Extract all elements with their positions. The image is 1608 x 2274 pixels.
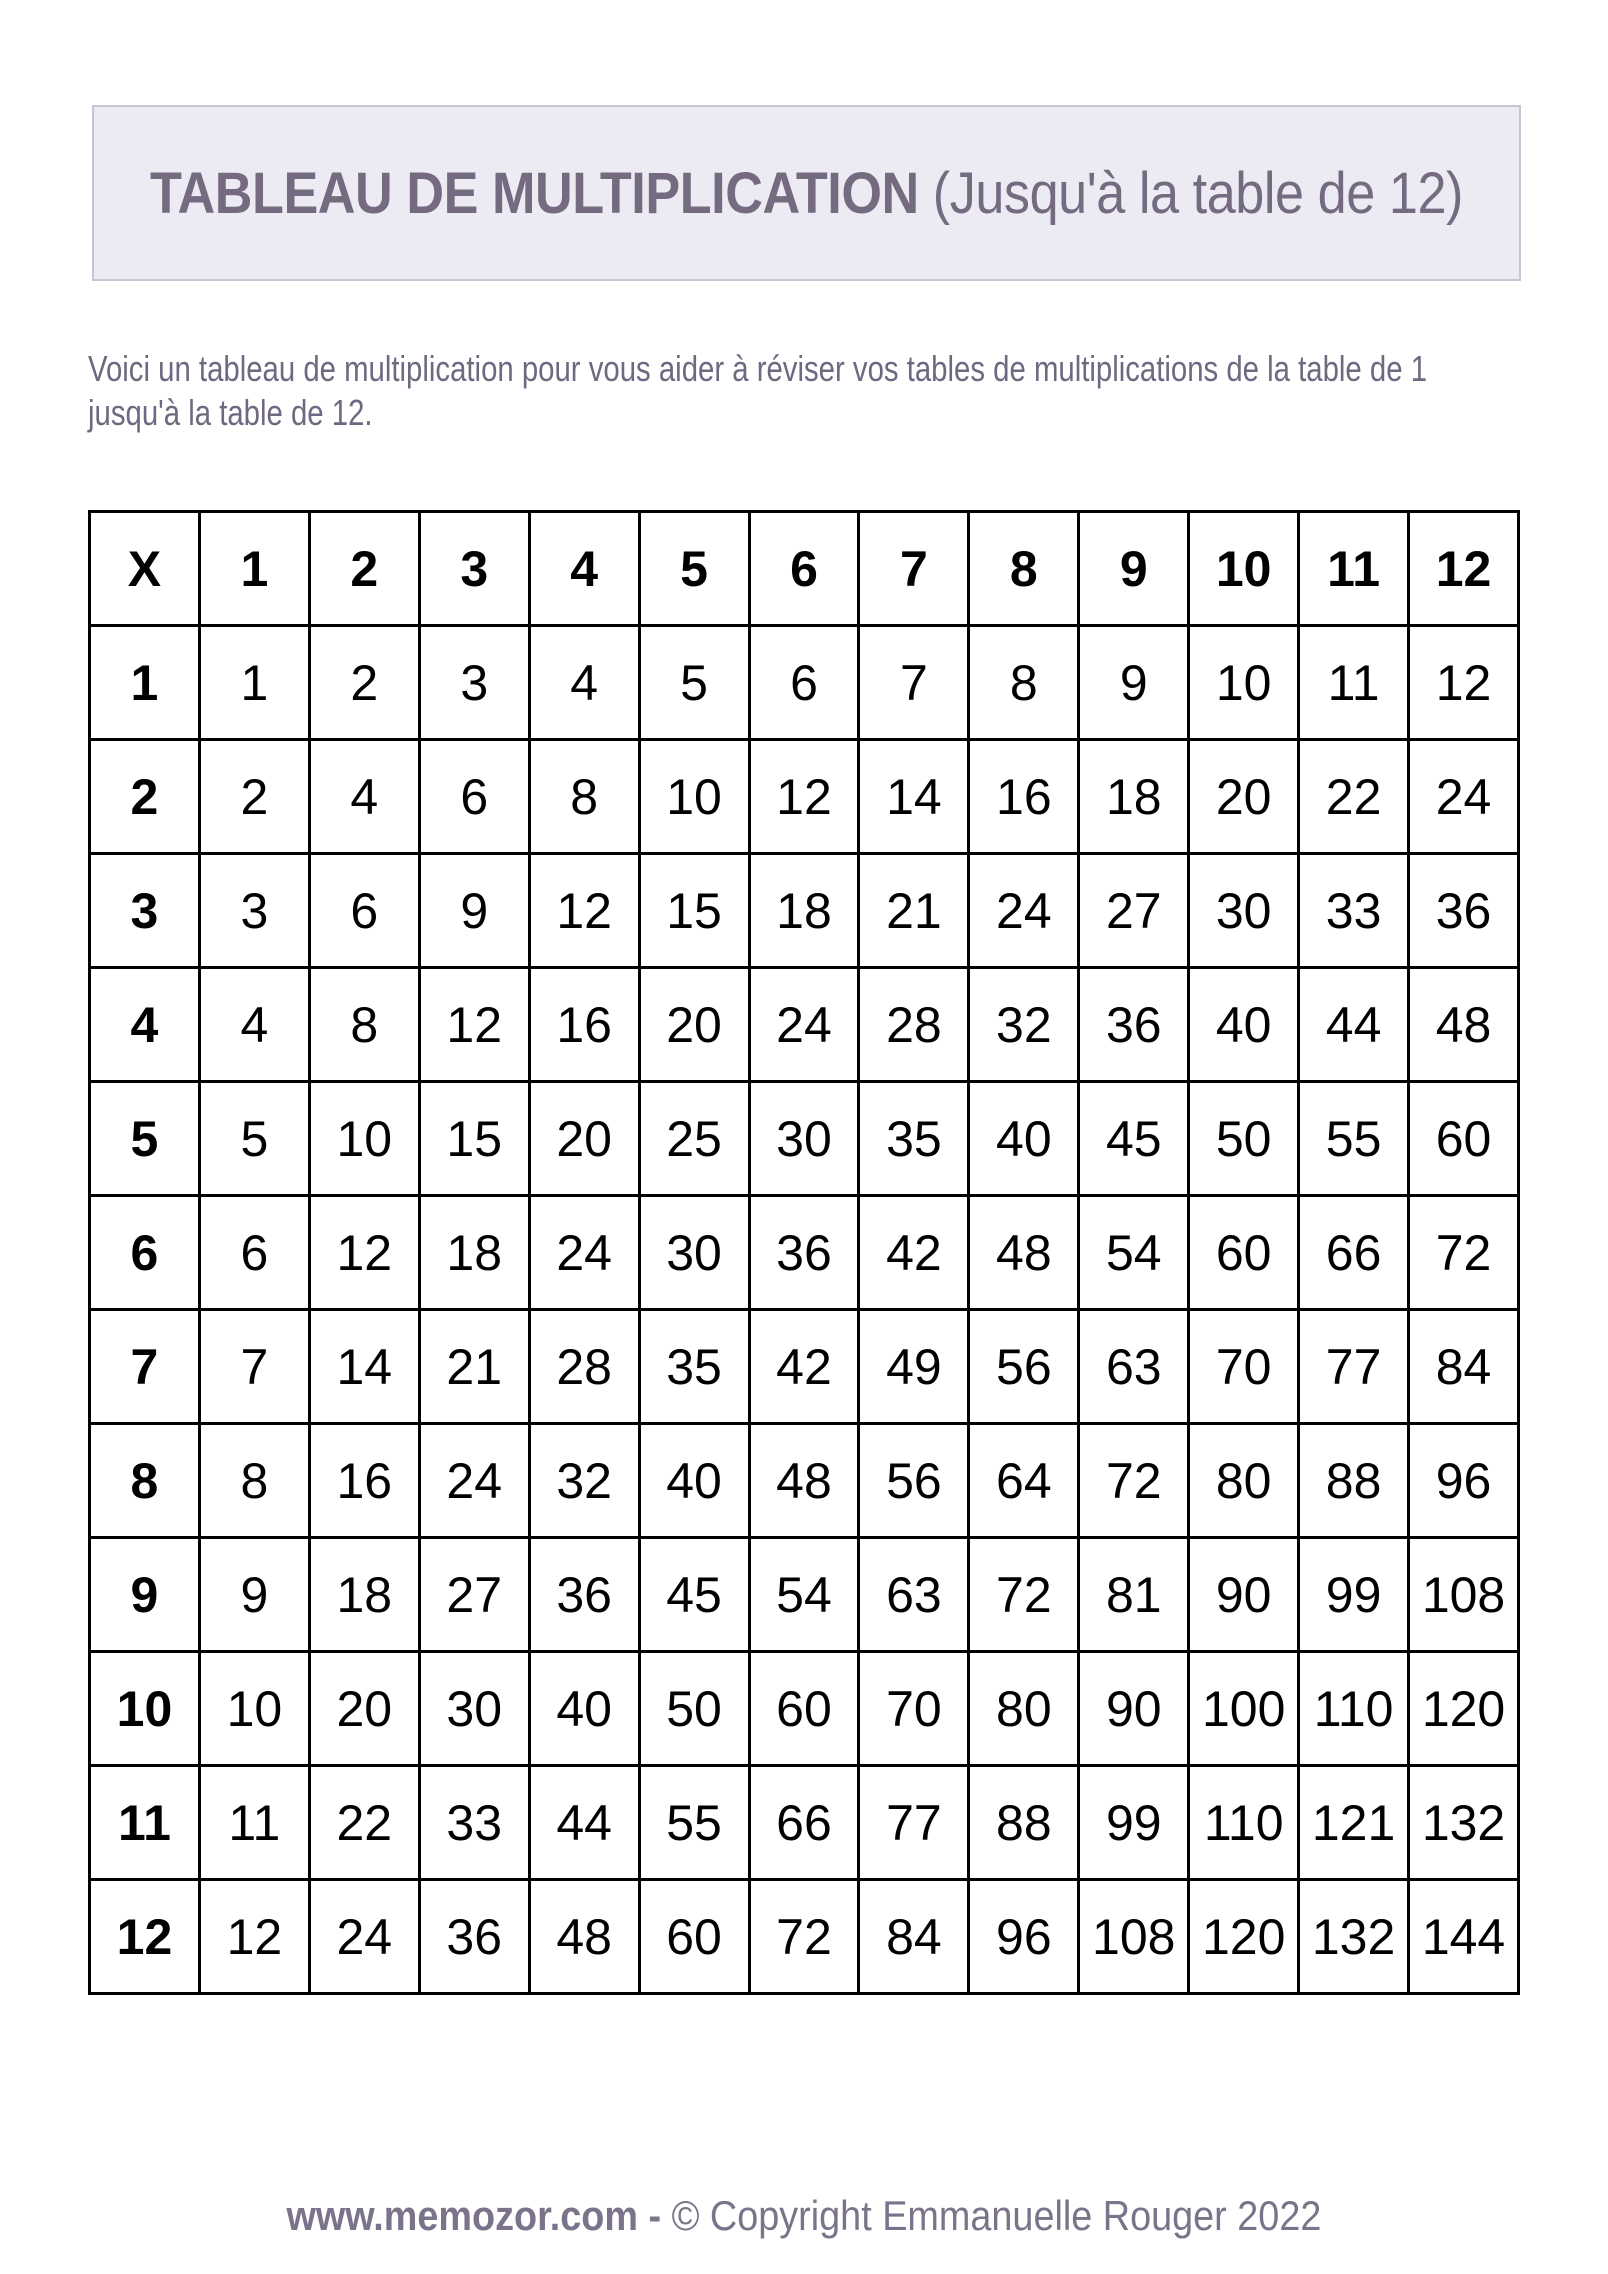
product-cell: 60 xyxy=(639,1880,749,1994)
product-cell: 12 xyxy=(309,1196,419,1310)
column-header: 7 xyxy=(859,512,969,626)
product-cell: 49 xyxy=(859,1310,969,1424)
column-header: 11 xyxy=(1299,512,1409,626)
product-cell: 99 xyxy=(1299,1538,1409,1652)
product-cell: 33 xyxy=(419,1766,529,1880)
product-cell: 42 xyxy=(859,1196,969,1310)
product-cell: 70 xyxy=(1189,1310,1299,1424)
product-cell: 16 xyxy=(529,968,639,1082)
product-cell: 5 xyxy=(199,1082,309,1196)
row-header: 8 xyxy=(90,1424,200,1538)
table-row xyxy=(90,1310,1519,1424)
table-row xyxy=(90,1652,1519,1766)
row-header: 2 xyxy=(90,740,200,854)
product-cell: 54 xyxy=(749,1538,859,1652)
product-cell: 132 xyxy=(1409,1766,1519,1880)
product-cell: 24 xyxy=(419,1424,529,1538)
product-cell: 60 xyxy=(1189,1196,1299,1310)
footer-copyright: © Copyright Emmanuelle Rouger 2022 xyxy=(671,2192,1322,2239)
footer-site-url: www.memozor.com xyxy=(286,2192,639,2239)
table-row xyxy=(90,1196,1519,1310)
product-cell: 11 xyxy=(199,1766,309,1880)
product-cell: 9 xyxy=(1079,626,1189,740)
product-cell: 108 xyxy=(1079,1880,1189,1994)
product-cell: 63 xyxy=(859,1538,969,1652)
product-cell: 55 xyxy=(1299,1082,1409,1196)
product-cell: 12 xyxy=(1409,626,1519,740)
row-header: 3 xyxy=(90,854,200,968)
product-cell: 20 xyxy=(1189,740,1299,854)
product-cell: 121 xyxy=(1299,1766,1409,1880)
product-cell: 84 xyxy=(859,1880,969,1994)
row-header: 5 xyxy=(90,1082,200,1196)
product-cell: 21 xyxy=(859,854,969,968)
product-cell: 66 xyxy=(749,1766,859,1880)
product-cell: 6 xyxy=(749,626,859,740)
product-cell: 7 xyxy=(199,1310,309,1424)
product-cell: 11 xyxy=(1299,626,1409,740)
product-cell: 56 xyxy=(859,1424,969,1538)
product-cell: 20 xyxy=(529,1082,639,1196)
product-cell: 21 xyxy=(419,1310,529,1424)
product-cell: 24 xyxy=(309,1880,419,1994)
row-header: 1 xyxy=(90,626,200,740)
product-cell: 40 xyxy=(529,1652,639,1766)
table-row xyxy=(90,740,1519,854)
product-cell: 27 xyxy=(419,1538,529,1652)
product-cell: 30 xyxy=(749,1082,859,1196)
footer-separator: - xyxy=(638,2192,672,2239)
intro-paragraph: Voici un tableau de multiplication pour vous aider à réviser vos tables de multiplications de la table de 1 jusqu'à la table de 12. xyxy=(88,348,1428,433)
product-cell: 70 xyxy=(859,1652,969,1766)
footer-text xyxy=(287,2192,1322,2240)
product-cell: 44 xyxy=(529,1766,639,1880)
product-cell: 80 xyxy=(969,1652,1079,1766)
product-cell: 12 xyxy=(199,1880,309,1994)
product-cell: 6 xyxy=(199,1196,309,1310)
page-title xyxy=(150,160,1463,227)
product-cell: 40 xyxy=(639,1424,749,1538)
product-cell: 27 xyxy=(1079,854,1189,968)
header-row xyxy=(90,512,1519,626)
product-cell: 18 xyxy=(749,854,859,968)
product-cell: 4 xyxy=(309,740,419,854)
product-cell: 24 xyxy=(749,968,859,1082)
product-cell: 6 xyxy=(419,740,529,854)
product-cell: 16 xyxy=(969,740,1079,854)
product-cell: 30 xyxy=(419,1652,529,1766)
row-header: 9 xyxy=(90,1538,200,1652)
product-cell: 32 xyxy=(529,1424,639,1538)
product-cell: 48 xyxy=(529,1880,639,1994)
table-row xyxy=(90,854,1519,968)
product-cell: 35 xyxy=(859,1082,969,1196)
page-title-main: TABLEAU DE MULTIPLICATION xyxy=(149,160,919,226)
product-cell: 88 xyxy=(1299,1424,1409,1538)
product-cell: 72 xyxy=(749,1880,859,1994)
product-cell: 8 xyxy=(529,740,639,854)
product-cell: 72 xyxy=(1409,1196,1519,1310)
table-row xyxy=(90,1082,1519,1196)
product-cell: 24 xyxy=(1409,740,1519,854)
product-cell: 132 xyxy=(1299,1880,1409,1994)
product-cell: 15 xyxy=(419,1082,529,1196)
row-header: 11 xyxy=(90,1766,200,1880)
product-cell: 9 xyxy=(419,854,529,968)
product-cell: 12 xyxy=(529,854,639,968)
product-cell: 66 xyxy=(1299,1196,1409,1310)
product-cell: 84 xyxy=(1409,1310,1519,1424)
product-cell: 20 xyxy=(309,1652,419,1766)
product-cell: 56 xyxy=(969,1310,1079,1424)
product-cell: 40 xyxy=(969,1082,1079,1196)
table-row xyxy=(90,1766,1519,1880)
product-cell: 120 xyxy=(1189,1880,1299,1994)
footer xyxy=(0,2192,1608,2240)
product-cell: 9 xyxy=(199,1538,309,1652)
column-header: 8 xyxy=(969,512,1079,626)
product-cell: 14 xyxy=(309,1310,419,1424)
table-row xyxy=(90,968,1519,1082)
table-row xyxy=(90,1424,1519,1538)
product-cell: 50 xyxy=(1189,1082,1299,1196)
product-cell: 110 xyxy=(1299,1652,1409,1766)
product-cell: 110 xyxy=(1189,1766,1299,1880)
product-cell: 32 xyxy=(969,968,1079,1082)
product-cell: 80 xyxy=(1189,1424,1299,1538)
column-header: 3 xyxy=(419,512,529,626)
product-cell: 10 xyxy=(639,740,749,854)
product-cell: 28 xyxy=(529,1310,639,1424)
product-cell: 36 xyxy=(419,1880,529,1994)
table-body xyxy=(90,626,1519,1994)
page-title-paren: (Jusqu'à la table de 12) xyxy=(918,160,1464,226)
title-banner xyxy=(92,105,1521,281)
product-cell: 1 xyxy=(199,626,309,740)
product-cell: 25 xyxy=(639,1082,749,1196)
table-row xyxy=(90,1880,1519,1994)
product-cell: 72 xyxy=(969,1538,1079,1652)
product-cell: 33 xyxy=(1299,854,1409,968)
product-cell: 16 xyxy=(309,1424,419,1538)
product-cell: 45 xyxy=(639,1538,749,1652)
product-cell: 96 xyxy=(969,1880,1079,1994)
column-header: 5 xyxy=(639,512,749,626)
table-row xyxy=(90,626,1519,740)
product-cell: 45 xyxy=(1079,1082,1189,1196)
column-header: 4 xyxy=(529,512,639,626)
product-cell: 8 xyxy=(309,968,419,1082)
product-cell: 44 xyxy=(1299,968,1409,1082)
product-cell: 22 xyxy=(309,1766,419,1880)
product-cell: 36 xyxy=(749,1196,859,1310)
product-cell: 48 xyxy=(969,1196,1079,1310)
column-header: 12 xyxy=(1409,512,1519,626)
product-cell: 24 xyxy=(969,854,1079,968)
product-cell: 22 xyxy=(1299,740,1409,854)
product-cell: 24 xyxy=(529,1196,639,1310)
product-cell: 90 xyxy=(1189,1538,1299,1652)
table-header xyxy=(90,512,1519,626)
product-cell: 55 xyxy=(639,1766,749,1880)
product-cell: 36 xyxy=(529,1538,639,1652)
product-cell: 12 xyxy=(419,968,529,1082)
product-cell: 14 xyxy=(859,740,969,854)
product-cell: 96 xyxy=(1409,1424,1519,1538)
product-cell: 54 xyxy=(1079,1196,1189,1310)
product-cell: 6 xyxy=(309,854,419,968)
product-cell: 2 xyxy=(309,626,419,740)
column-header: 2 xyxy=(309,512,419,626)
row-header: 10 xyxy=(90,1652,200,1766)
product-cell: 108 xyxy=(1409,1538,1519,1652)
corner-cell: X xyxy=(90,512,200,626)
product-cell: 18 xyxy=(419,1196,529,1310)
product-cell: 4 xyxy=(199,968,309,1082)
product-cell: 40 xyxy=(1189,968,1299,1082)
product-cell: 28 xyxy=(859,968,969,1082)
product-cell: 48 xyxy=(1409,968,1519,1082)
product-cell: 15 xyxy=(639,854,749,968)
product-cell: 88 xyxy=(969,1766,1079,1880)
product-cell: 12 xyxy=(749,740,859,854)
product-cell: 18 xyxy=(1079,740,1189,854)
product-cell: 72 xyxy=(1079,1424,1189,1538)
product-cell: 4 xyxy=(529,626,639,740)
product-cell: 20 xyxy=(639,968,749,1082)
product-cell: 64 xyxy=(969,1424,1079,1538)
product-cell: 3 xyxy=(199,854,309,968)
product-cell: 36 xyxy=(1409,854,1519,968)
product-cell: 60 xyxy=(1409,1082,1519,1196)
multiplication-table xyxy=(88,510,1520,1995)
product-cell: 77 xyxy=(859,1766,969,1880)
product-cell: 5 xyxy=(639,626,749,740)
product-cell: 99 xyxy=(1079,1766,1189,1880)
product-cell: 30 xyxy=(1189,854,1299,968)
product-cell: 3 xyxy=(419,626,529,740)
product-cell: 8 xyxy=(969,626,1079,740)
row-header: 6 xyxy=(90,1196,200,1310)
product-cell: 8 xyxy=(199,1424,309,1538)
product-cell: 100 xyxy=(1189,1652,1299,1766)
product-cell: 63 xyxy=(1079,1310,1189,1424)
product-cell: 18 xyxy=(309,1538,419,1652)
product-cell: 36 xyxy=(1079,968,1189,1082)
product-cell: 60 xyxy=(749,1652,859,1766)
table-row xyxy=(90,1538,1519,1652)
product-cell: 7 xyxy=(859,626,969,740)
product-cell: 42 xyxy=(749,1310,859,1424)
product-cell: 120 xyxy=(1409,1652,1519,1766)
column-header: 9 xyxy=(1079,512,1189,626)
product-cell: 48 xyxy=(749,1424,859,1538)
product-cell: 90 xyxy=(1079,1652,1189,1766)
product-cell: 77 xyxy=(1299,1310,1409,1424)
product-cell: 30 xyxy=(639,1196,749,1310)
column-header: 6 xyxy=(749,512,859,626)
product-cell: 10 xyxy=(309,1082,419,1196)
product-cell: 144 xyxy=(1409,1880,1519,1994)
column-header: 1 xyxy=(199,512,309,626)
product-cell: 35 xyxy=(639,1310,749,1424)
product-cell: 50 xyxy=(639,1652,749,1766)
product-cell: 81 xyxy=(1079,1538,1189,1652)
product-cell: 2 xyxy=(199,740,309,854)
row-header: 12 xyxy=(90,1880,200,1994)
row-header: 7 xyxy=(90,1310,200,1424)
column-header: 10 xyxy=(1189,512,1299,626)
product-cell: 10 xyxy=(1189,626,1299,740)
product-cell: 10 xyxy=(199,1652,309,1766)
row-header: 4 xyxy=(90,968,200,1082)
